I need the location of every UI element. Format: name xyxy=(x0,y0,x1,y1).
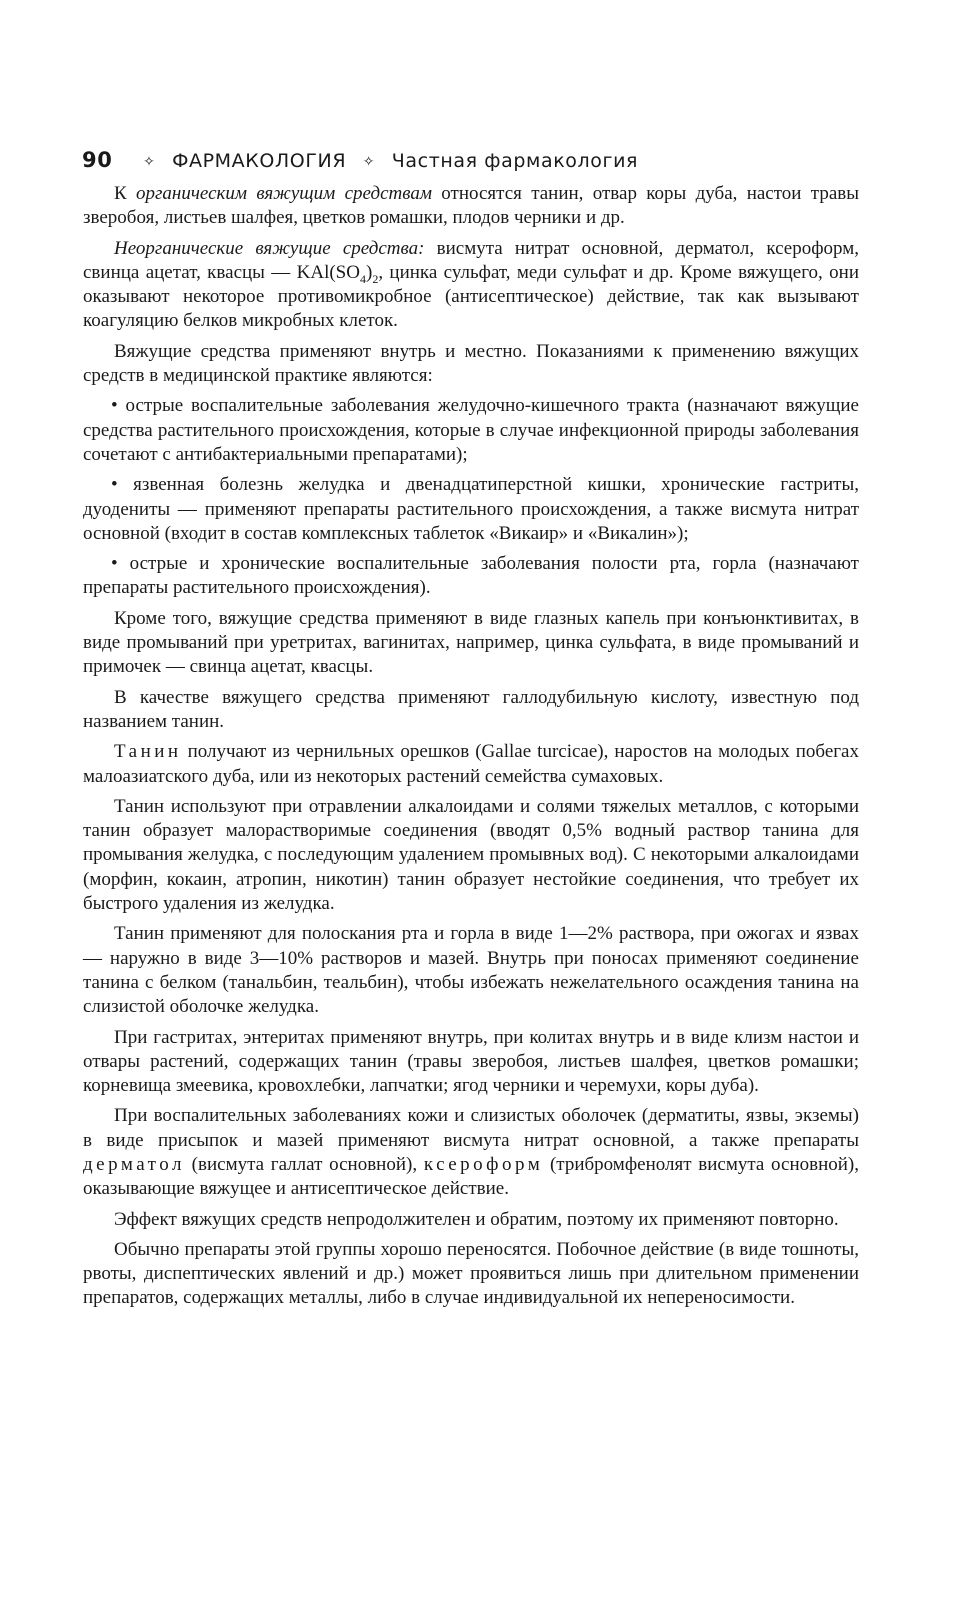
paragraph-text: (висмута галлат основной), xyxy=(184,1153,424,1175)
spaced-term: дерматол xyxy=(83,1153,185,1175)
italic-term: органическим вяжущим средствам xyxy=(136,183,432,204)
bullet-item: • острые и хронические воспалительные заболевания полости рта, горла (назначают препараты растительного происхождения). xyxy=(83,553,859,599)
subscript: 4 xyxy=(359,271,366,286)
paragraph-organic-astringents xyxy=(83,182,859,231)
paragraph-indications-intro: Вяжущие средства применяют внутрь и местно. Показаниями к применению вяжущих средств в медицинской практике являются: xyxy=(83,340,859,387)
diamond-separator-icon: ✧ xyxy=(362,154,376,170)
paragraph-inorganic-astringents xyxy=(83,237,859,334)
book-title: ФАРМАКОЛОГИЯ xyxy=(172,150,347,172)
paragraph-text: висмута нитрат основной, дерматол, ксероформ, свинца ацетат, квасцы — KAl(SO xyxy=(83,237,859,283)
paragraph-skin-diseases xyxy=(83,1104,859,1201)
paragraph-text: , цинка сульфат, меди сульфат и др. Кроме вяжущего, они оказывают некоторое противомикробное (антисептическое) действие, так как вызывают коагуляцию белков микробных клеток. xyxy=(83,261,859,332)
paragraph-text: получают из чернильных орешков (Gallae turcicae), наростов на молодых побегах малоазиатского дуба, или из некоторых растений семейства сумаховых. xyxy=(83,741,859,787)
italic-term: Неорганические вяжущие средства: xyxy=(114,237,425,259)
paragraph-tannin-source xyxy=(83,740,859,789)
paragraph-text: ) xyxy=(365,261,373,283)
bullet-item: • язвенная болезнь желудка и двенадцатиперстной кишки, хронические гастриты, дуодениты — применяют препараты растительного происхождения, а также висмута нитрат основной (входит в состав комплексных таблеток «Викаир» и «Викалин»); xyxy=(83,474,859,544)
paragraph-side-effects: Обычно препараты этой группы хорошо переносятся. Побочное действие (в виде тошноты, рвоты, диспептических явлений и др.) может проявиться лишь при длительном применении препаратов, содержащих металлы, либо в случае индивидуальной их непереносимости. xyxy=(83,1238,859,1309)
paragraph-tannin-application: Танин применяют для полоскания рта и горла в виде 1—2% раствора, при ожогах и язвах — наружно в виде 3—10% растворов и мазей. Внутрь при поносах применяют соединение танина с белком (танальбин, теальбин), чтобы избежать нежелательного осаждения танина на слизистой оболочке желудка. xyxy=(83,923,859,1018)
paragraph-gallotannic-acid: В качестве вяжущего средства применяют галлодубильную кислоту, известную под названием танин. xyxy=(83,686,859,732)
paragraph-local-use: Кроме того, вяжущие средства применяют в виде глазных капель при конъюнктивитах, в виде промываний при уретритах, вагинитах, например, цинка сульфата, в виде промываний и примочек — свинца ацетат, квасцы. xyxy=(83,607,859,678)
section-title: Частная фармакология xyxy=(391,150,639,172)
paragraph-gastritis: При гастритах, энтеритах применяют внутрь, при колитах внутрь и в виде клизм настои и отвары растений, содержащих танин (травы зверобоя, листьев шалфея, цветков ромашки; корневища змеевика, кровохлебки, лапчатки; ягод черники и черемухи, коры дуба). xyxy=(83,1026,859,1097)
diamond-separator-icon: ✧ xyxy=(143,154,156,170)
running-head xyxy=(82,148,882,172)
bullet-item: • острые воспалительные заболевания желудочно-кишечного тракта (назначают вяжущие средства растительного происхождения, которые в случае инфекционной природы заболевания сочетают с антибактериальными препаратами); xyxy=(83,395,859,465)
paragraph-effect: Эффект вяжущих средств непродолжителен и обратим, поэтому их применяют повторно. xyxy=(114,1208,839,1230)
subscript: 2 xyxy=(372,271,379,286)
paragraph-text: относятся танин, отвар коры дуба, настои травы зверобоя, листьев шалфея, цветков ромашки, плодов черники и др. xyxy=(83,183,859,229)
spaced-term: ксероформ xyxy=(423,1153,544,1175)
page-number: 90 xyxy=(82,148,113,172)
paragraph-text: (трибромфенолят висмута основной), оказывающие вяжущее и антисептическое действие. xyxy=(83,1153,859,1200)
body-text xyxy=(83,182,859,1317)
paragraph-text: К xyxy=(114,183,136,204)
paragraph-text: При воспалительных заболеваниях кожи и слизистых оболочек (дерматиты, язвы, экземы) в виде присыпок и мазей применяют висмута нитрат основной, а также препараты xyxy=(83,1105,859,1151)
paragraph-tannin-poisoning: Танин используют при отравлении алкалоидами и солями тяжелых металлов, с которыми танин образует малорастворимые соединения (вводят 0,5% водный раствор танина для промывания желудка, с последующим удалением промывных вод). С некоторыми алкалоидами (морфин, кокаин, атропин, никотин) танин образует нестойкие соединения, что требует их быстрого удаления из желудка. xyxy=(83,795,859,915)
spaced-term: Танин xyxy=(114,741,182,763)
